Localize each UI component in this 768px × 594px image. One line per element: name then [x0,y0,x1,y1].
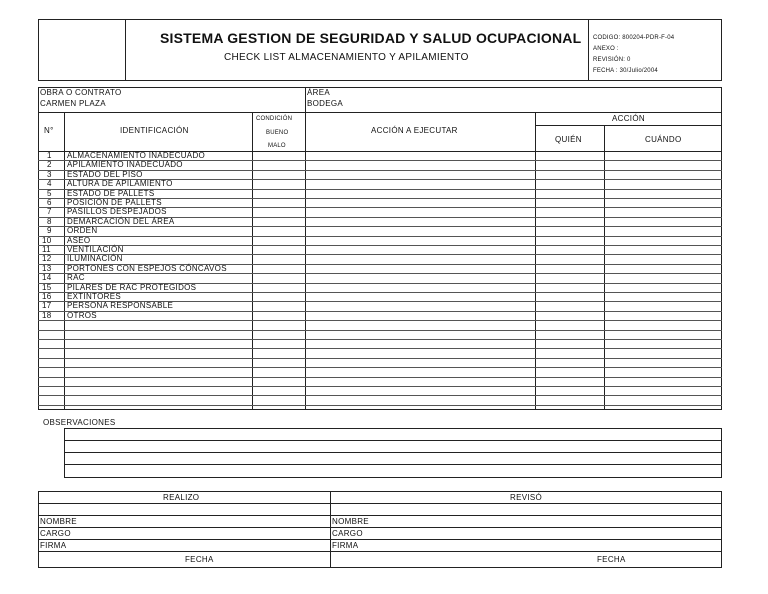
obs-line-2 [64,452,722,453]
item-label: DEMARCACIÓN DEL ÁREA [67,217,175,226]
row-divider [38,330,722,331]
item-label: PASILLOS DESPEJADOS [67,207,167,216]
row-divider [38,236,722,237]
item-number: 7 [47,207,52,216]
item-label: ALMACENAMIENTO INADECUADO [67,151,206,160]
item-number: 10 [42,236,52,245]
area-value[interactable]: BODEGA [307,99,344,108]
row-divider [38,405,722,406]
item-label: PERSONA RESPONSABLE [67,301,174,310]
col-line-ident [252,112,253,410]
realizo-fecha-label[interactable]: FECHA [185,555,214,564]
item-label: ESTADO DE PALLETS [67,189,155,198]
obra-label: OBRA O CONTRATO [40,88,122,97]
row-divider [38,245,722,246]
row-divider [38,348,722,349]
observaciones-label: OBSERVACIONES [43,418,116,427]
col-cuando-header: CUÁNDO [645,135,682,144]
reviso-nombre-label[interactable]: NOMBRE [332,517,369,526]
item-label: ORDEN [67,226,98,235]
obra-value[interactable]: CARMEN PLAZA [40,99,106,108]
col-line-accion [535,112,536,410]
codigo-field: CODIGO: 800204-PDR-F-04 [593,35,675,41]
col-malo-header: MALO [268,143,286,149]
row-divider [38,226,722,227]
obs-line-3 [64,464,722,465]
item-number: 11 [42,245,51,254]
obs-line-1 [64,440,722,441]
realizo-firma-label[interactable]: FIRMA [40,541,67,550]
item-number: 15 [42,283,52,292]
info-divider [305,87,306,113]
col-num-header: N° [44,126,54,135]
item-label: PILARES DE RAC PROTEGIDOS [67,283,197,292]
header-logo-divider [125,19,126,81]
item-number: 14 [42,273,52,282]
item-label: ASEO [67,236,91,245]
col-line-num [64,112,65,410]
header-meta-divider [588,19,589,81]
row-divider [38,339,722,340]
item-label: OTROS [67,311,97,320]
item-number: 6 [47,198,52,207]
reviso-fecha-label[interactable]: FECHA [597,555,626,564]
row-divider [38,386,722,387]
observaciones-box[interactable] [64,428,722,478]
row-divider [38,273,722,274]
area-label: ÁREA [307,88,330,97]
realizo-label: REALIZO [163,493,200,502]
row-divider [38,367,722,368]
sig-line-4 [38,539,722,540]
sig-line-2 [38,515,722,516]
item-label: ESTADO DEL PISO [67,170,143,179]
item-label: PORTONES CON ESPEJOS CÓNCAVOS [67,264,227,273]
item-number: 17 [42,301,52,310]
item-label: EXTINTORES [67,292,121,301]
item-number: 18 [42,311,52,320]
row-divider [38,311,722,312]
item-number: 12 [42,254,52,263]
sig-line-1 [38,503,722,504]
row-divider [38,395,722,396]
item-label: ILUMINACIÓN [67,254,123,263]
item-label: POSICIÓN DE PALLETS [67,198,162,207]
item-label: APILAMIENTO INADECUADO [67,160,183,169]
item-number: 9 [47,226,52,235]
item-number: 4 [47,179,52,188]
realizo-nombre-label[interactable]: NOMBRE [40,517,77,526]
item-number: 5 [47,189,52,198]
item-label: ALTURA DE APILAMIENTO [67,179,173,188]
sig-line-3 [38,527,722,528]
row-divider [38,320,722,321]
item-number: 13 [42,264,52,273]
anexo-field: ANEXO : [593,46,619,52]
col-quien-header: QUIÉN [555,135,582,144]
row-divider [38,358,722,359]
form-title: SISTEMA GESTION DE SEGURIDAD Y SALUD OCUPACIONAL [160,30,582,46]
row-divider [38,377,722,378]
col-line-cond [305,112,306,410]
revision-field: REVISIÓN: 0 [593,57,631,63]
row-divider [38,254,722,255]
item-label: VENTILACIÓN [67,245,124,254]
sig-line-5 [38,551,722,552]
item-number: 16 [42,292,52,301]
col-accion-ejecutar-header: ACCIÓN A EJECUTAR [371,126,458,135]
realizo-cargo-label[interactable]: CARGO [40,529,71,538]
reviso-cargo-label[interactable]: CARGO [332,529,363,538]
reviso-firma-label[interactable]: FIRMA [332,541,359,550]
accion-sub-line [535,125,722,126]
col-accion-header: ACCIÓN [612,114,645,123]
item-number: 3 [47,170,52,179]
item-number: 1 [47,151,52,160]
form-subtitle: CHECK LIST ALMACENAMIENTO Y APILAMIENTO [224,52,469,63]
col-condicion-header: CONDICIÓN [256,116,293,122]
reviso-label: REVISÓ [510,493,543,502]
row-divider [38,292,722,293]
col-bueno-header: BUENO [266,130,289,136]
item-number: 8 [47,217,52,226]
item-number: 2 [47,160,52,169]
item-label: RAC [67,273,85,282]
fecha-field: FECHA : 30/Julio/2004 [593,68,658,74]
info-bottom-line [38,112,722,113]
col-identificacion-header: IDENTIFICACIÓN [120,126,189,135]
